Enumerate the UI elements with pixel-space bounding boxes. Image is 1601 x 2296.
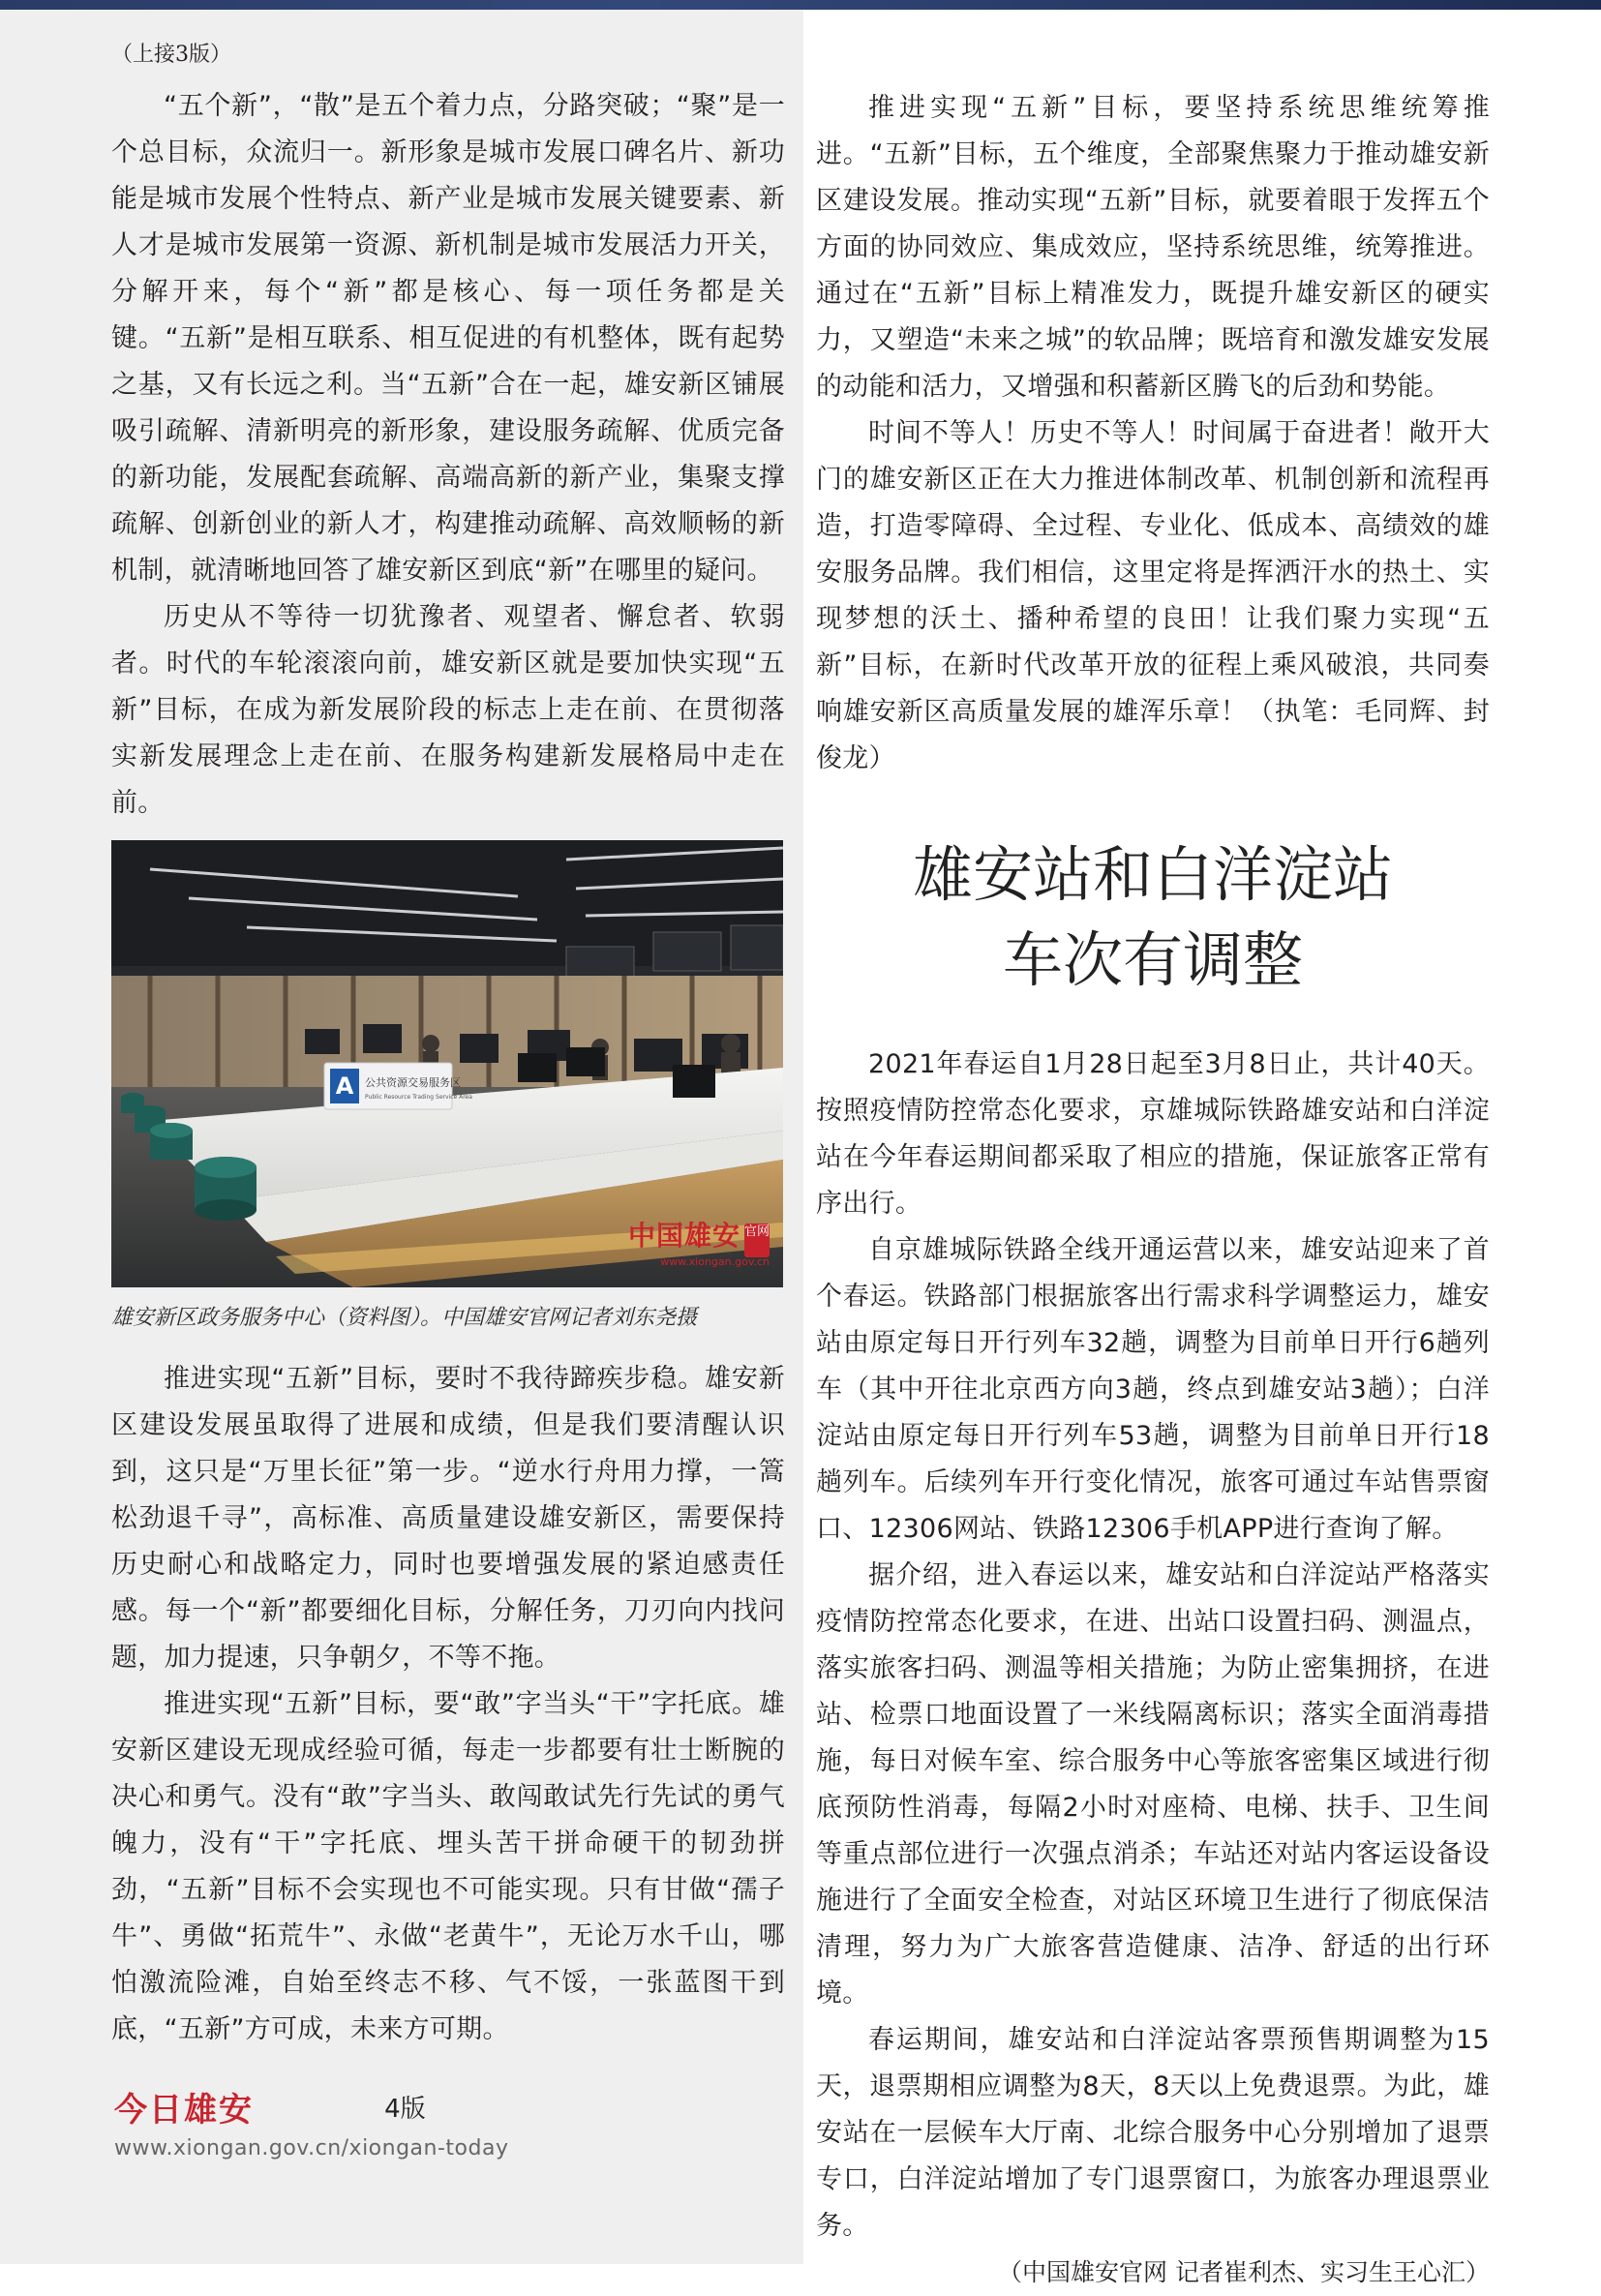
- left-paragraph-4: 推进实现“五新”目标，要“敢”字当头“干”字托底。雄安新区建设无现成经验可循，每走一步都要有壮士断腕的决心和勇气。没有“敢”字当头、敢闯敢试先行先试的勇气魄力，没有“干”字托底、埋头苦干拼命硬干的韧劲拼劲，“五新”目标不会实现也不可能实现。只有甘做“孺子牛”、勇做“拓荒牛”、永做“老黄牛”，无论万水千山，哪怕激流险滩，自始至终志不移、气不馁，一张蓝图干到底，“五新”方可成，未来方可期。: [111, 1689, 785, 2044]
- left-paragraph-2: 历史从不等待一切犹豫者、观望者、懈怠者、软弱者。时代的车轮滚滚向前，雄安新区就是要加快实现“五新”目标，在成为新发展阶段的标志上走在前、在贯彻落实新发展理念上走在前、在服务构建新发展格局中走在前。: [111, 602, 785, 818]
- article-headline: [816, 832, 1490, 1003]
- headline-line-2: 车次有调整: [1002, 924, 1303, 995]
- watermark-main: 中国雄安: [627, 1220, 740, 1252]
- photo-sign-cn: 公共资源交易服务区: [365, 1076, 461, 1089]
- photo-sign-letter: A: [335, 1072, 354, 1100]
- left-paragraph-1: “五个新”，“散”是五个着力点，分路突破；“聚”是一个总目标，众流归一。新形象是城市发展口碑名片、新功能是城市发展个性特点、新产业是城市发展关键要素、新人才是城市发展第一资源、新机制是城市发展活力开关，分解开来，每个“新”都是核心、每一项任务都是关键。“五新”是相互联系、相互促进的有机整体，既有起势之基，又有长远之利。当“五新”合在一起，雄安新区铺展吸引疏解、清新明亮的新形象，建设服务疏解、优质完备的新功能，发展配套疏解、高端高新的新产业，集聚支撑疏解、创新创业的新人才，构建推动疏解、高效顺畅的新机制，就清晰地回答了雄安新区到底“新”在哪里的疑问。: [111, 91, 785, 586]
- footer-url[interactable]: www.xiongan.gov.cn/xiongan-today: [114, 2136, 509, 2160]
- watermark: [628, 1215, 770, 1268]
- left-column: [111, 39, 785, 2053]
- right-paragraph-2: 时间不等人！历史不等人！时间属于奋进者！敞开大门的雄安新区正在大力推进体制改革、机制创新和流程再造，打造零障碍、全过程、专业化、低成本、高绩效的雄安服务品牌。我们相信，这里定将是挥洒汗水的热土、实现梦想的沃土、播种希望的良田！让我们聚力实现“五新”目标，在新时代改革开放的征程上乘风破浪，共同奏响雄安新区高质量发展的雄浑乐章！（执笔：毛同辉、封俊龙）: [816, 418, 1490, 773]
- watermark-url: www.xiongan.gov.cn: [660, 1255, 770, 1268]
- headline-line-1: 雄安站和白洋淀站: [912, 839, 1393, 910]
- photo-sign-en: Public Resource Trading Service Area: [365, 1094, 472, 1101]
- article-paragraph-3: 据介绍，进入春运以来，雄安站和白洋淀站严格落实疫情防控常态化要求，在进、出站口设置扫码、测温点，落实旅客扫码、测温等相关措施；为防止密集拥挤，在进站、检票口地面设置了一米线隔离标识；落实全面消毒措施，每日对候车室、综合服务中心等旅客密集区域进行彻底预防性消毒，每隔2小时对座椅、电梯、扶手、卫生间等重点部位进行一次强点消杀；车站还对站内客运设备设施进行了全面安全检查，对站区环境卫生进行了彻底保洁清理，努力为广大旅客营造健康、洁净、舒适的出行环境。: [816, 1560, 1490, 2009]
- article-credit: （中国雄安官网 记者崔利杰、实习生王心汇）: [998, 2258, 1490, 2286]
- right-column: [816, 85, 1490, 2296]
- top-color-bar: [0, 0, 1601, 10]
- article-paragraph-1: 2021年春运自1月28日起至3月8日止，共计40天。按照疫情防控常态化要求，京雄城际铁路雄安站和白洋淀站在今年春运期间都采取了相应的措施，保证旅客正常有序出行。: [816, 1049, 1490, 1219]
- right-paragraph-1: 推进实现“五新”目标，要坚持系统思维统筹推进。“五新”目标，五个维度，全部聚焦聚力于推动雄安新区建设发展。推动实现“五新”目标，就要着眼于发挥五个方面的协同效应、集成效应，坚持系统思维，统筹推进。通过在“五新”目标上精准发力，既提升雄安新区的硬实力，又塑造“未来之城”的软品牌；既培育和激发雄安发展的动能和活力，又增强和积蓄新区腾飞的后劲和势能。: [816, 93, 1490, 402]
- article-paragraph-4: 春运期间，雄安站和白洋淀站客票预售期调整为15天，退票期相应调整为8天，8天以上免费退票。为此，雄安站在一层候车大厅南、北综合服务中心分别增加了退票专口，白洋淀站增加了专门退票窗口，为旅客办理退票业务。: [816, 2025, 1490, 2241]
- left-paragraph-3: 推进实现“五新”目标，要时不我待蹄疾步稳。雄安新区建设发展虽取得了进展和成绩，但是我们要清醒认识到，这只是“万里长征”第一步。“逆水行舟用力撑，一篙松劲退千寻”，高标准、高质量建设雄安新区，需要保持历史耐心和战略定力，同时也要增强发展的紧迫感责任感。每一个“新”都要细化目标，分解任务，刀刃向内找问题，加力提速，只争朝夕，不等不拖。: [111, 1364, 785, 1673]
- service-center-photo: [111, 840, 783, 1287]
- footer: [114, 2083, 598, 2160]
- page-number: 4版: [384, 2095, 426, 2124]
- photo-caption: 雄安新区政务服务中心（资料图）。中国雄安官网记者刘东尧摄: [111, 1306, 698, 1330]
- continued-note: （上接3版）: [111, 43, 231, 67]
- article-paragraph-2: 自京雄城际铁路全线开通运营以来，雄安站迎来了首个春运。铁路部门根据旅客出行需求科学调整运力，雄安站由原定每日开行列车32趟，调整为目前单日开行6趟列车（其中开往北京西方向3趟，终点到雄安站3趟）；白洋淀站由原定每日开行列车53趟，调整为目前单日开行18趟列车。后续列车开行变化情况，旅客可通过车站售票窗口、12306网站、铁路12306手机APP进行查询了解。: [816, 1235, 1490, 1544]
- brand-logo-text: 今日雄安: [114, 2091, 254, 2130]
- watermark-seal: 官网: [744, 1224, 770, 1257]
